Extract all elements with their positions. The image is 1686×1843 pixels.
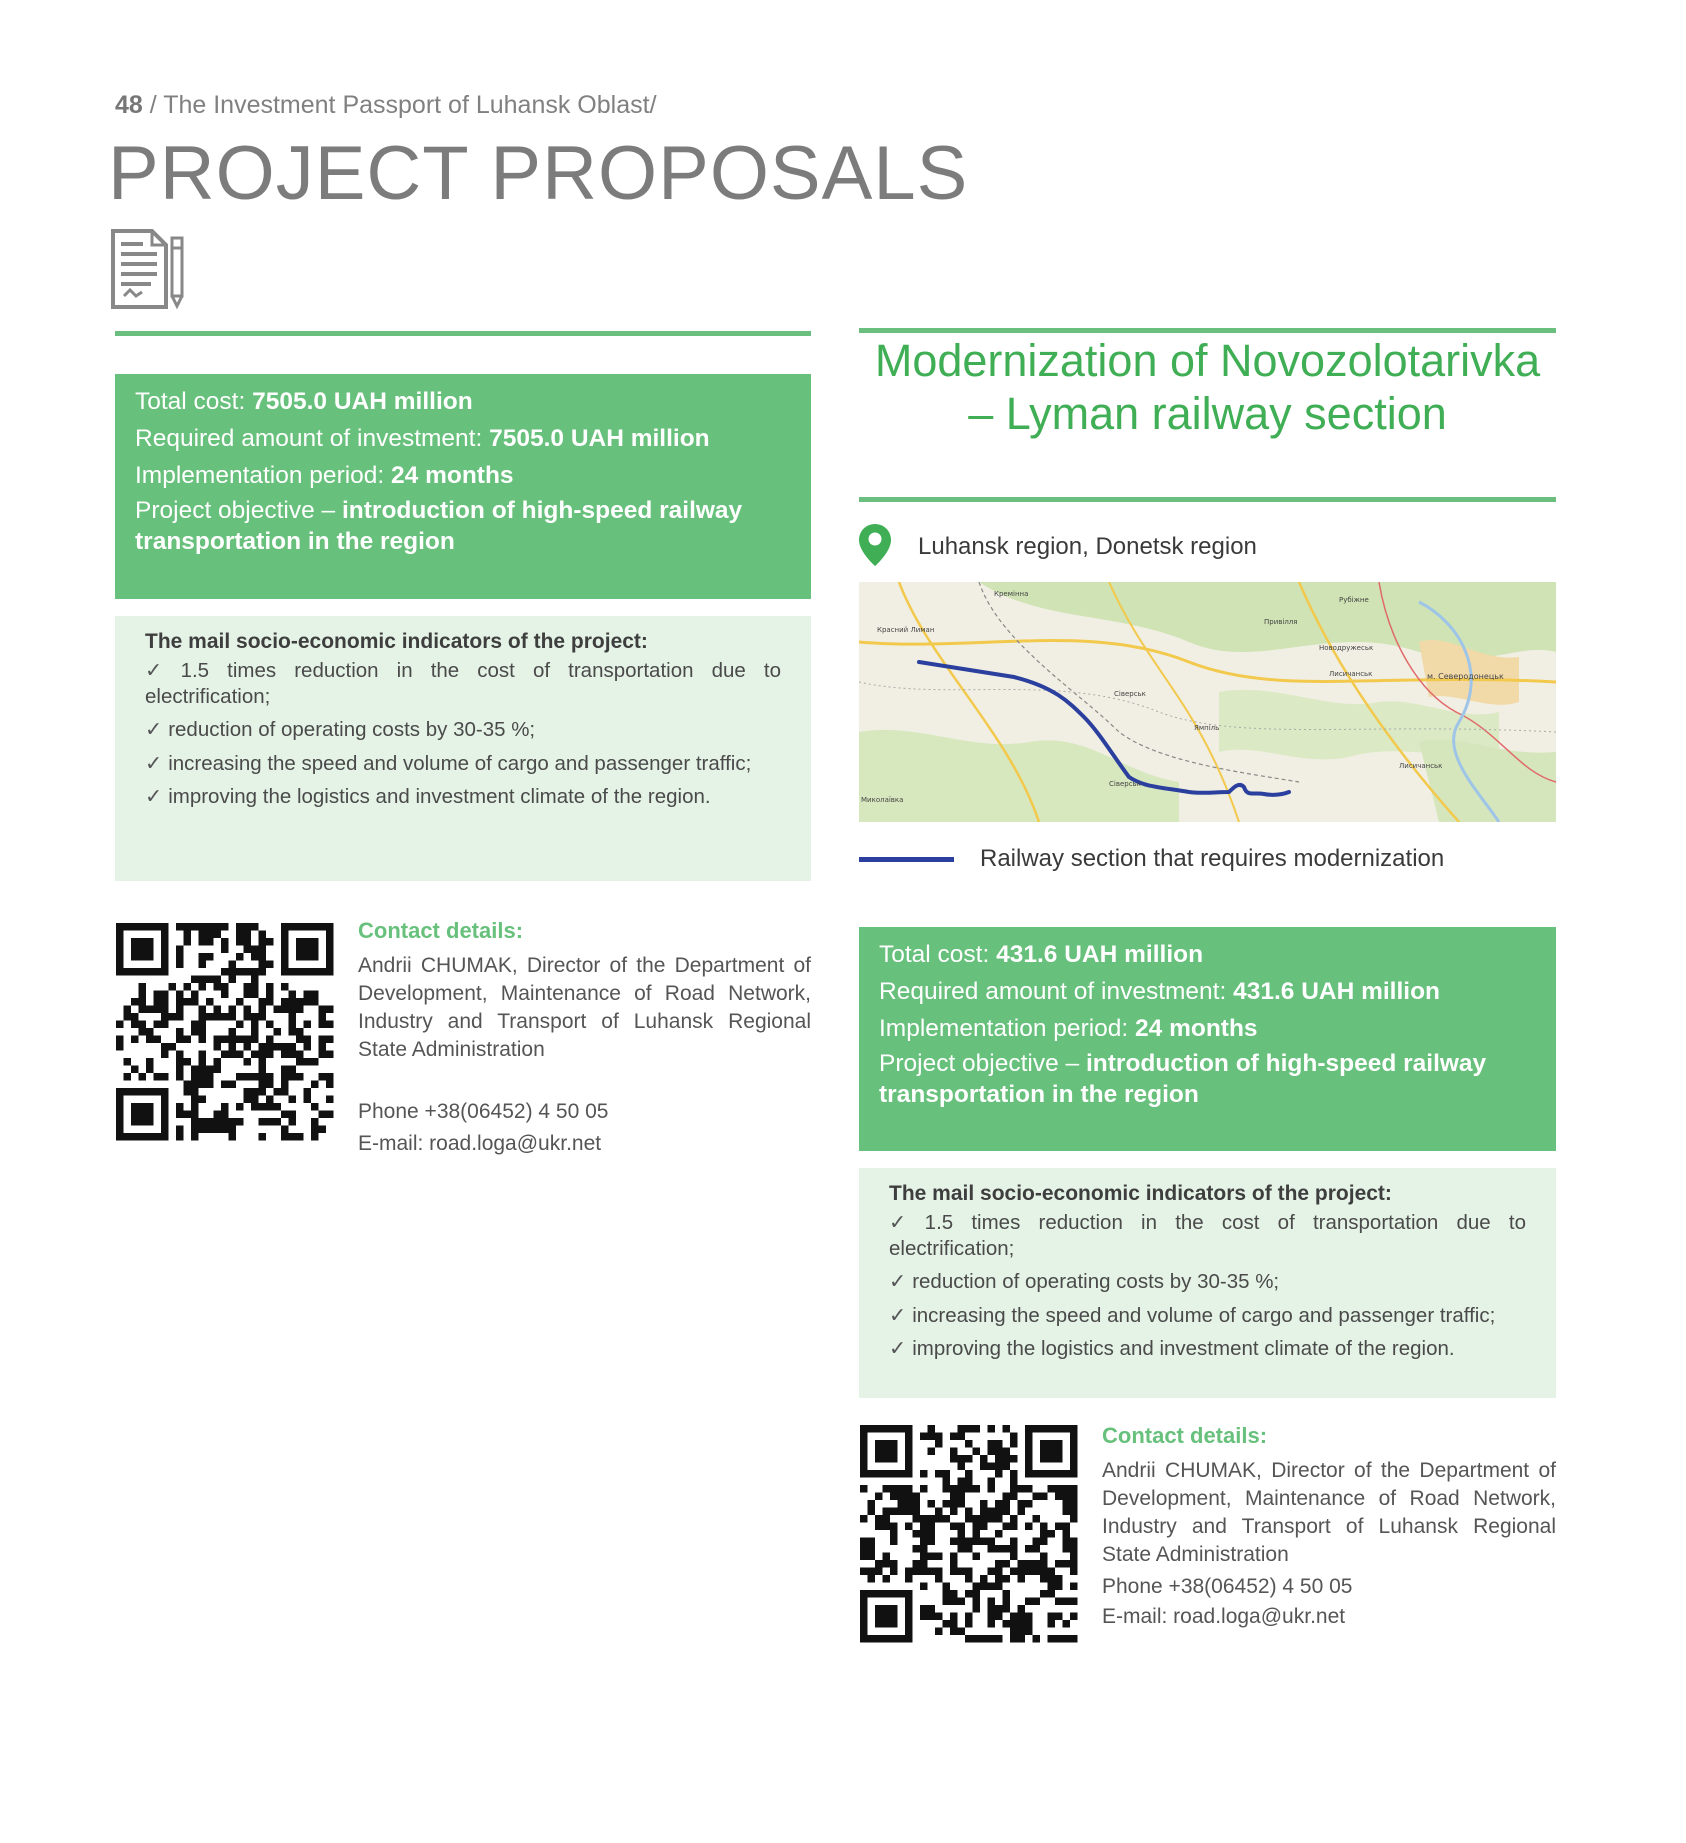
running-header xyxy=(115,91,657,120)
page-number: 48 xyxy=(115,91,143,119)
checkmark-icon: ✓ xyxy=(145,659,175,682)
map-label: Рубіжне xyxy=(1339,596,1369,604)
left-contact-block xyxy=(358,918,811,1156)
investment-value: 7505.0 UAH million xyxy=(489,424,710,452)
list-item: ✓ 1.5 times reduction in the cost of transportation due to electrification; xyxy=(145,659,781,709)
qr-code xyxy=(860,1425,1078,1648)
map-label: Новодружеськ xyxy=(1319,644,1374,652)
list-item: ✓ reduction of operating costs by 30-35 %; xyxy=(889,1270,1280,1294)
period-label: Implementation period: xyxy=(879,1014,1136,1042)
map-label: Кремінна xyxy=(994,590,1029,598)
contact-email: E-mail: road.loga@ukr.net xyxy=(1102,1604,1346,1628)
checkmark-icon: ✓ xyxy=(889,1211,919,1234)
right-title-rule xyxy=(859,497,1556,502)
map-label: Привілля xyxy=(1264,618,1298,626)
contact-title: Contact details: xyxy=(358,918,524,943)
page-title: PROJECT PROPOSALS xyxy=(108,131,969,216)
list-item: ✓ increasing the speed and volume of cargo and passenger traffic; xyxy=(889,1303,1496,1327)
total-cost-label: Total cost: xyxy=(879,941,997,968)
period-value: 24 months xyxy=(1135,1014,1258,1042)
indicators-title: The mail socio-economic indicators of the project: xyxy=(145,630,648,653)
right-summary-box xyxy=(859,927,1556,1151)
objective-value: introduction of high-speed railway transportation in the region xyxy=(135,497,743,555)
right-indicators-box xyxy=(859,1168,1556,1398)
right-top-rule xyxy=(859,328,1556,333)
document-pen-icon xyxy=(110,228,186,315)
map-pin-icon xyxy=(858,523,892,572)
checkmark-icon: ✓ xyxy=(889,1303,907,1327)
contact-person: Andrii CHUMAK, Director of the Department of Development, Maintenance of Road Network, Industry and Transport of Luhansk Regional State Administration xyxy=(358,954,811,1061)
running-title: / The Investment Passport of Luhansk Oblast/ xyxy=(142,91,657,119)
legend-label: Railway section that requires modernization xyxy=(980,845,1445,872)
map-label: Красний Лиман xyxy=(877,626,935,634)
map-label: Лисичанськ xyxy=(1399,762,1443,770)
contact-phone: Phone +38(06452) 4 50 05 xyxy=(358,1099,609,1123)
map-label: Сіверськ xyxy=(1114,690,1146,698)
map-label: Миколаївка xyxy=(861,796,904,804)
right-contact-block xyxy=(1102,1423,1556,1629)
left-indicators-box xyxy=(115,616,811,881)
contact-phone: Phone +38(06452) 4 50 05 xyxy=(1102,1574,1353,1598)
checkmark-icon: ✓ xyxy=(889,1336,907,1360)
investment-label: Required amount of investment: xyxy=(879,977,1234,1005)
objective-value: introduction of high-speed railway transportation in the region xyxy=(879,1050,1487,1108)
legend-line-swatch xyxy=(859,857,954,862)
checkmark-icon: ✓ xyxy=(145,718,163,742)
qr-code xyxy=(116,923,334,1146)
investment-value: 431.6 UAH million xyxy=(1233,977,1441,1005)
left-top-rule xyxy=(115,331,811,336)
contact-title: Contact details: xyxy=(1102,1423,1268,1448)
map-label: Ямпіль xyxy=(1194,724,1220,732)
project-title: Modernization of Novozolotarivka – Lyman railway section xyxy=(874,335,1541,440)
list-item: ✓ increasing the speed and volume of cargo and passenger traffic; xyxy=(145,751,752,775)
checkmark-icon: ✓ xyxy=(145,784,163,808)
indicators-title: The mail socio-economic indicators of the project: xyxy=(889,1182,1392,1205)
period-value: 24 months xyxy=(391,461,514,489)
map-label: Лисичанськ xyxy=(1329,670,1373,678)
checkmark-icon: ✓ xyxy=(889,1270,907,1294)
project-map xyxy=(859,582,1556,822)
map-label: м. Северодонецьк xyxy=(1427,672,1504,681)
checkmark-icon: ✓ xyxy=(145,751,163,775)
contact-email: E-mail: road.loga@ukr.net xyxy=(358,1131,602,1155)
map-label: Сіверськ xyxy=(1109,780,1141,788)
contact-person: Andrii CHUMAK, Director of the Department of Development, Maintenance of Road Network, Industry and Transport of Luhansk Regional State Administration xyxy=(1102,1459,1556,1566)
list-item: ✓ reduction of operating costs by 30-35 %; xyxy=(145,718,536,742)
list-item: ✓ 1.5 times reduction in the cost of transportation due to electrification; xyxy=(889,1211,1526,1261)
list-item: ✓ improving the logistics and investment climate of the region. xyxy=(889,1336,1455,1360)
total-cost-value: 7505.0 UAH million xyxy=(252,388,473,415)
total-cost-label: Total cost: xyxy=(135,388,253,415)
objective-label: Project objective – xyxy=(135,497,342,525)
project-location: Luhansk region, Donetsk region xyxy=(918,533,1257,560)
left-summary-box xyxy=(115,374,811,599)
list-item: ✓ improving the logistics and investment climate of the region. xyxy=(145,784,711,808)
investment-label: Required amount of investment: xyxy=(135,424,490,452)
period-label: Implementation period: xyxy=(135,461,392,489)
total-cost-value: 431.6 UAH million xyxy=(996,941,1204,968)
objective-label: Project objective – xyxy=(879,1050,1086,1078)
